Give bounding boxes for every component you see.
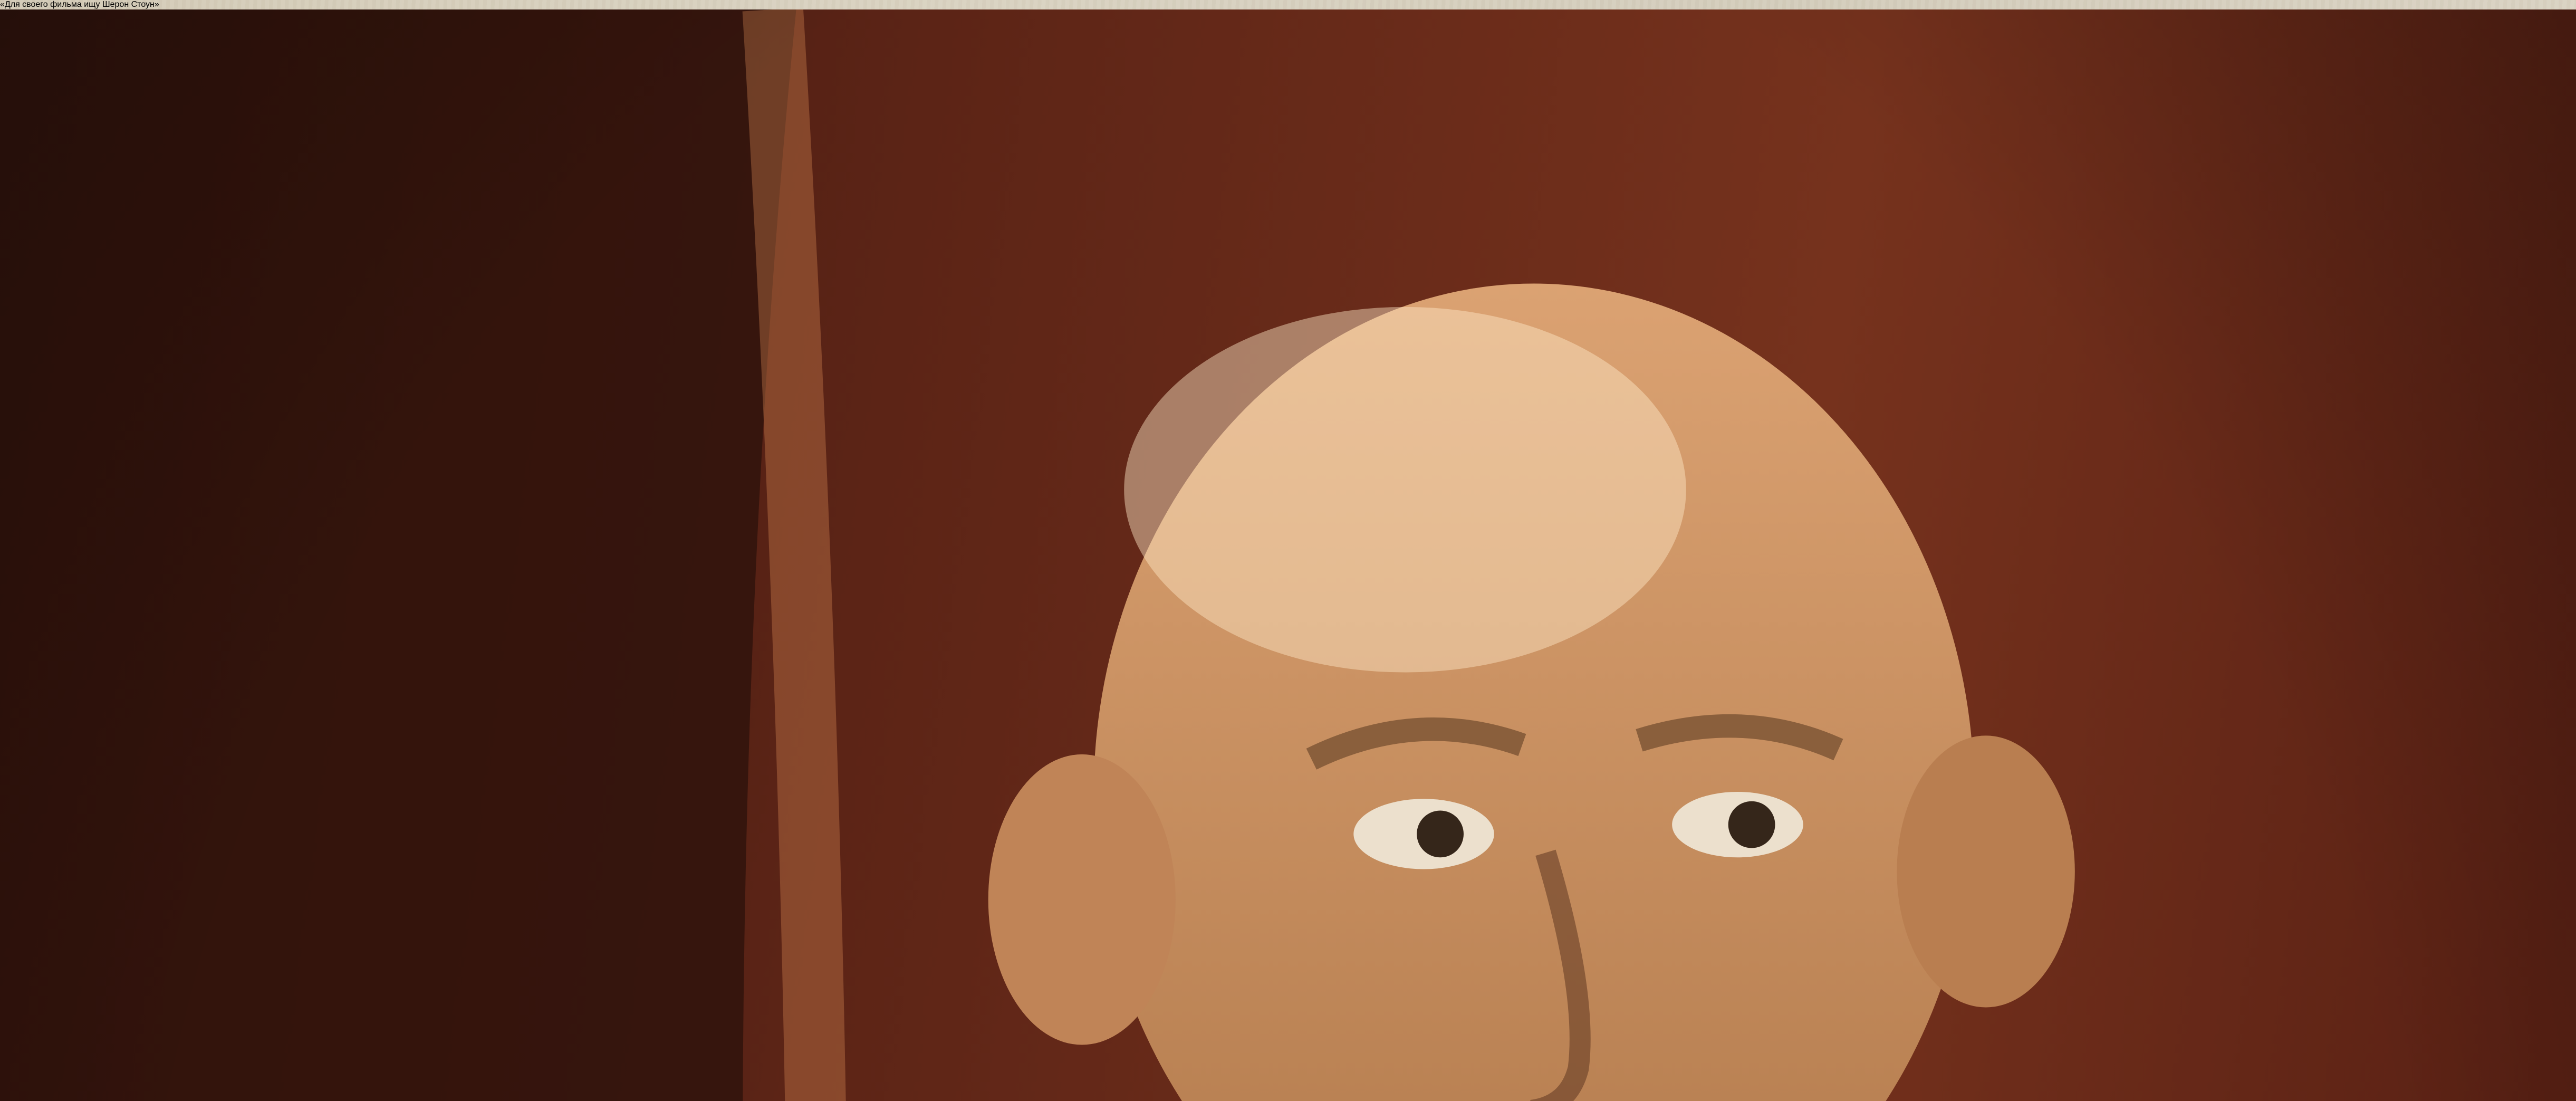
photo-illustration xyxy=(0,9,2576,1101)
headline: «Для своего фильма ищу Шерон Стоун» xyxy=(0,0,159,9)
photo-abdulov-as-prince xyxy=(0,9,2576,1101)
